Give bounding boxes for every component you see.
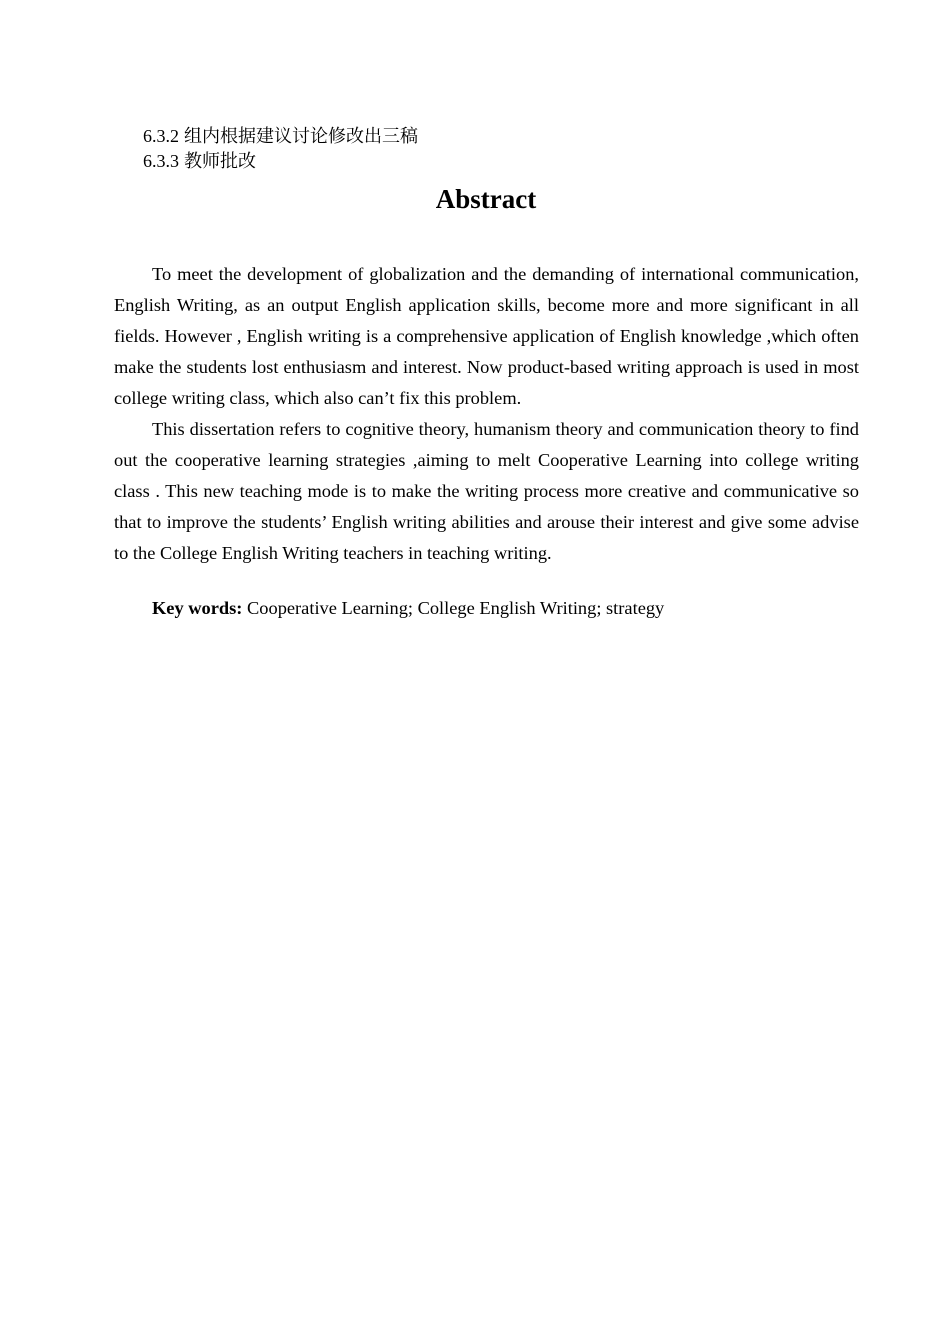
abstract-paragraph: To meet the development of globalization and the demanding of international communication, English Writing, as an output English application skills, become more and more significant in all fields. However , English writing is a comprehensive application of English knowledge ,which often make the students lost enthusiasm and interest. Now product-based writing approach is used in most college writing class, which also can’t fix this problem. <box>114 264 859 408</box>
table-of-contents-fragment <box>143 124 418 174</box>
keywords-line <box>152 594 664 622</box>
toc-entry-number: 6.3.2 <box>143 126 179 146</box>
toc-entry <box>143 149 418 174</box>
abstract-paragraph: This dissertation refers to cognitive theory, humanism theory and communication theory to find out the cooperative learning strategies ,aiming to melt Cooperative Learning into college writing class . This new teaching mode is to make the writing process more creative and communicative so that to improve the students’ English writing abilities and arouse their interest and give some advise to the College English Writing teachers in teaching writing. <box>114 419 859 563</box>
toc-entry-title: 教师批改 <box>184 151 256 171</box>
toc-entry-title: 组内根据建议讨论修改出三稿 <box>184 126 418 146</box>
abstract-title: Abstract <box>435 184 537 214</box>
keywords-value: Cooperative Learning; College English Writing; strategy <box>247 598 665 618</box>
keywords-label: Key words: <box>152 598 243 618</box>
abstract-body <box>114 259 859 569</box>
toc-entry-number: 6.3.3 <box>143 151 179 171</box>
toc-entry <box>143 124 418 149</box>
